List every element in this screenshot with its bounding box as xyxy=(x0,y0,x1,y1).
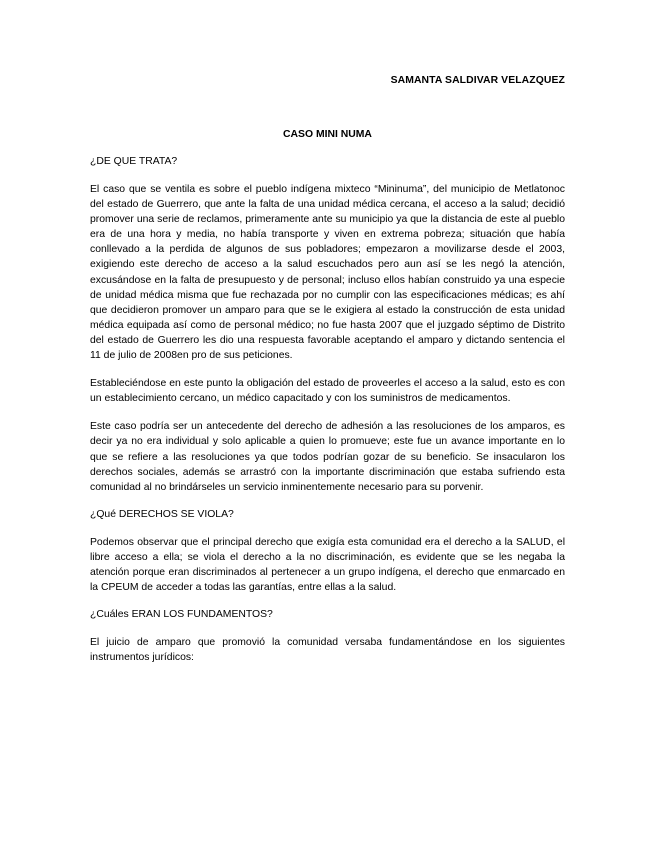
section-heading-de-que-trata: ¿DE QUE TRATA? xyxy=(90,156,178,167)
author-name: SAMANTA SALDIVAR VELAZQUEZ xyxy=(390,75,565,86)
document-title: CASO MINI NUMA xyxy=(283,129,372,140)
paragraph-state-obligation: Estableciéndose en este punto la obligación del estado de proveerles el acceso a la salud, esto es con un establecimiento cercano, un médico capacitado y con los suministros de medicamentos. xyxy=(90,378,565,405)
paragraph-case-summary: El caso que se ventila es sobre el pueblo indígena mixteco “Mininuma”, del municipio de Metlatonoc del estado de Guerrero, que ante la falta de una unidad médica cercana, el acceso a la salud; decidió promover una serie de reclamos, primeramente ante su municipio ya que la distancia de este al pueblo era de una hora y media, no había transporte y viven en extrema pobreza; situación que había conllevado a la perdida de algunos de sus pobladores; empezaron a movilizarse desde el 2003, exigiendo este derecho de acceso a la salud escuchados pero aun así se les negó la atención, excusándose en la falta de presupuesto y de personal; incluso ellos habían construido ya una especie de unidad médica misma que fue rechazada por no cumplir con las especificaciones médicas; es ahí que decidieron promover un amparo para que se le exigiera al estado la construcción de esta unidad médica equipada así como de personal médico; no fue hasta 2007 que el juzgado séptimo de Distrito del estado de Guerrero les dio una respuesta favorable aceptando el amparo y dictando sentencia el 11 de julio de 2008en pro de sus peticiones. xyxy=(90,184,565,362)
paragraph-rights-violated: Podemos observar que el principal derecho que exigía esta comunidad era el derecho a la SALUD, el libre acceso a ella; se viola el derecho a la no discriminación, es evidente que se les negaba la atención porque eran discriminados al pertenecer a un grupo indígena, el derecho que enmarcado en la CPEUM de acceder a todas las garantías, entre ellas a la salud. xyxy=(90,536,565,594)
section-heading-fundamentos: ¿Cuáles ERAN LOS FUNDAMENTOS? xyxy=(90,609,273,621)
paragraph-legal-basis: El juicio de amparo que promovió la comunidad versaba fundamentándose en los siguientes instrumentos jurídicos: xyxy=(90,637,565,664)
section-heading-derechos: ¿Qué DERECHOS SE VIOLA? xyxy=(90,508,234,520)
paragraph-precedent: Este caso podría ser un antecedente del derecho de adhesión a las resoluciones de los amparos, es decir ya no era individual y solo aplicable a quien lo promueve; este fue un avance importante en lo que se refiere a las resoluciones ya que todos podrían gozar de su beneficio. Se insacularon los derechos sociales, además se arrastró con la importante discriminación que estaba sufriendo esta comunidad al no brindárseles un servicio inminentemente necesario para su porvenir. xyxy=(90,421,565,493)
document-body xyxy=(90,155,565,678)
